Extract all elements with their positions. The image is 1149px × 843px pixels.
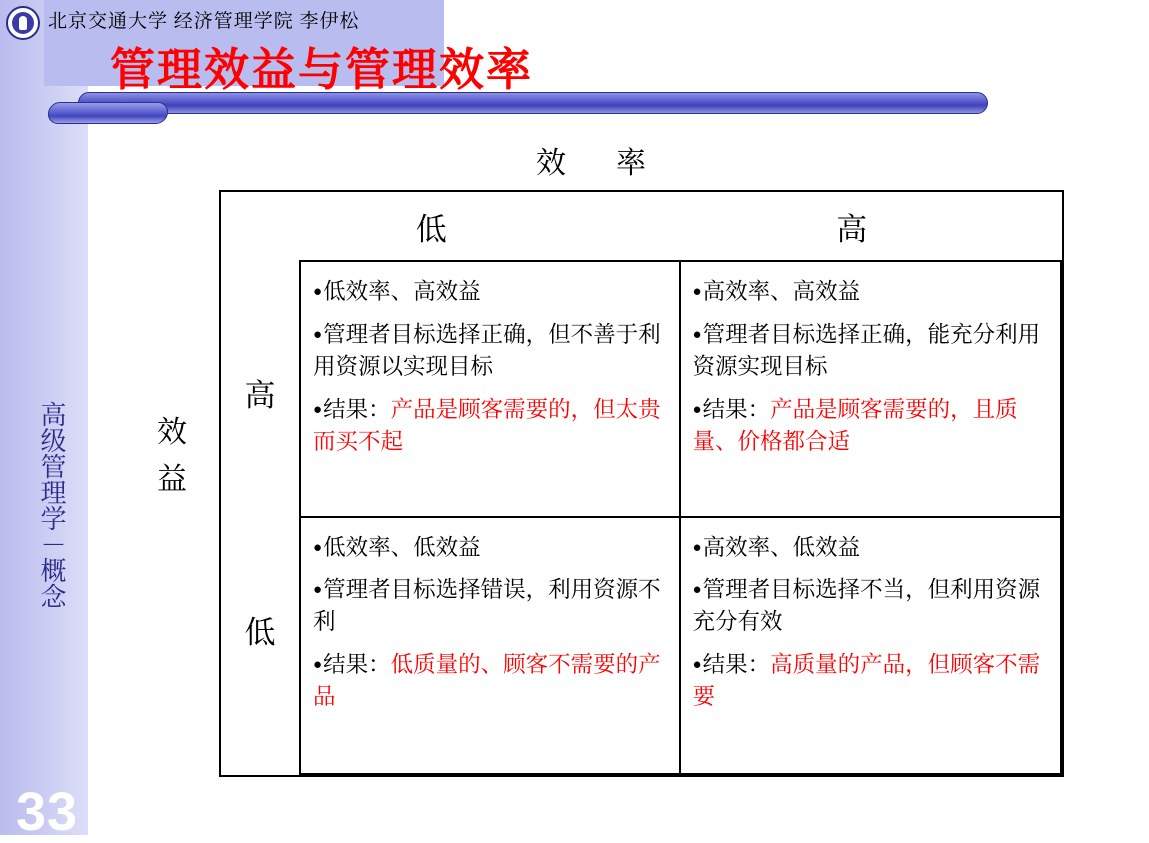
bullet-dot-icon: ● (313, 582, 323, 599)
university-seal-inner (12, 12, 34, 34)
page-title: 管理效益与管理效率 (110, 44, 534, 95)
bullet-item: ●管理者目标选择正确，能充分利用资源实现目标 (692, 321, 1041, 379)
left-axis-label-char-1: 效 (157, 416, 187, 449)
bullet-dot-icon: ● (692, 284, 702, 300)
top-axis-label: 效 率 (536, 147, 656, 180)
bullet-dot-icon: ● (692, 657, 702, 674)
column-header-low: 低 (415, 211, 447, 247)
bullet-dot-icon: ● (313, 284, 323, 300)
bullet-dot-icon: ● (692, 582, 702, 599)
column-header-row (221, 192, 1062, 260)
bullet-item: ●低效率、高效益 (313, 279, 481, 304)
page-number: 33 (16, 782, 79, 842)
bullet-dot-icon: ● (313, 657, 323, 674)
bullet-dot-icon: ● (313, 539, 323, 556)
matrix-cell-high-effect-low-efficiency (301, 262, 681, 518)
decorative-bar-head (47, 102, 169, 124)
left-axis-label-char-2: 益 (157, 462, 187, 496)
bullet-item: ●结果：产品是顾客需要的，但太贵而买不起 (313, 396, 661, 454)
bullet-item: ●高效率、高效益 (692, 279, 861, 304)
matrix-cell-low-effect-low-efficiency (301, 518, 681, 774)
institution-line: 北京交通大学 经济管理学院 李伊松 (48, 11, 360, 32)
university-seal-icon (6, 6, 40, 40)
bullet-dot-icon: ● (313, 326, 323, 343)
course-title-vertical: 高级管理学－概念 (37, 401, 66, 609)
bullet-item: ●高效率、低效益 (692, 534, 861, 560)
bullet-item: ●结果：高质量的产品，但顾客不需要 (692, 652, 1041, 710)
matrix-cell-low-effect-high-efficiency (681, 518, 1061, 774)
bullet-item: ●结果：产品是顾客需要的，且质量、价格都合适 (692, 396, 1018, 454)
matrix-cell-high-effect-high-efficiency (681, 262, 1061, 518)
bullet-item: ●管理者目标选择错误，利用资源不利 (313, 577, 661, 635)
row-header-low: 低 (244, 615, 276, 650)
bullet-dot-icon: ● (692, 401, 702, 418)
bullet-item: ●结果：低质量的、顾客不需要的产品 (313, 652, 661, 710)
matrix-grid (299, 260, 1062, 775)
row-header-high: 高 (244, 378, 276, 413)
left-axis-label (152, 410, 192, 503)
bullet-item: ●管理者目标选择正确，但不善于利用资源以实现目标 (313, 321, 661, 379)
column-header-high: 高 (836, 211, 868, 247)
bullet-item: ●低效率、低效益 (313, 534, 481, 560)
bullet-dot-icon: ● (313, 401, 323, 418)
effectiveness-efficiency-matrix (219, 190, 1064, 777)
bullet-dot-icon: ● (692, 539, 702, 556)
bullet-item: ●管理者目标选择不当，但利用资源充分有效 (692, 577, 1041, 635)
bullet-dot-icon: ● (692, 326, 702, 343)
